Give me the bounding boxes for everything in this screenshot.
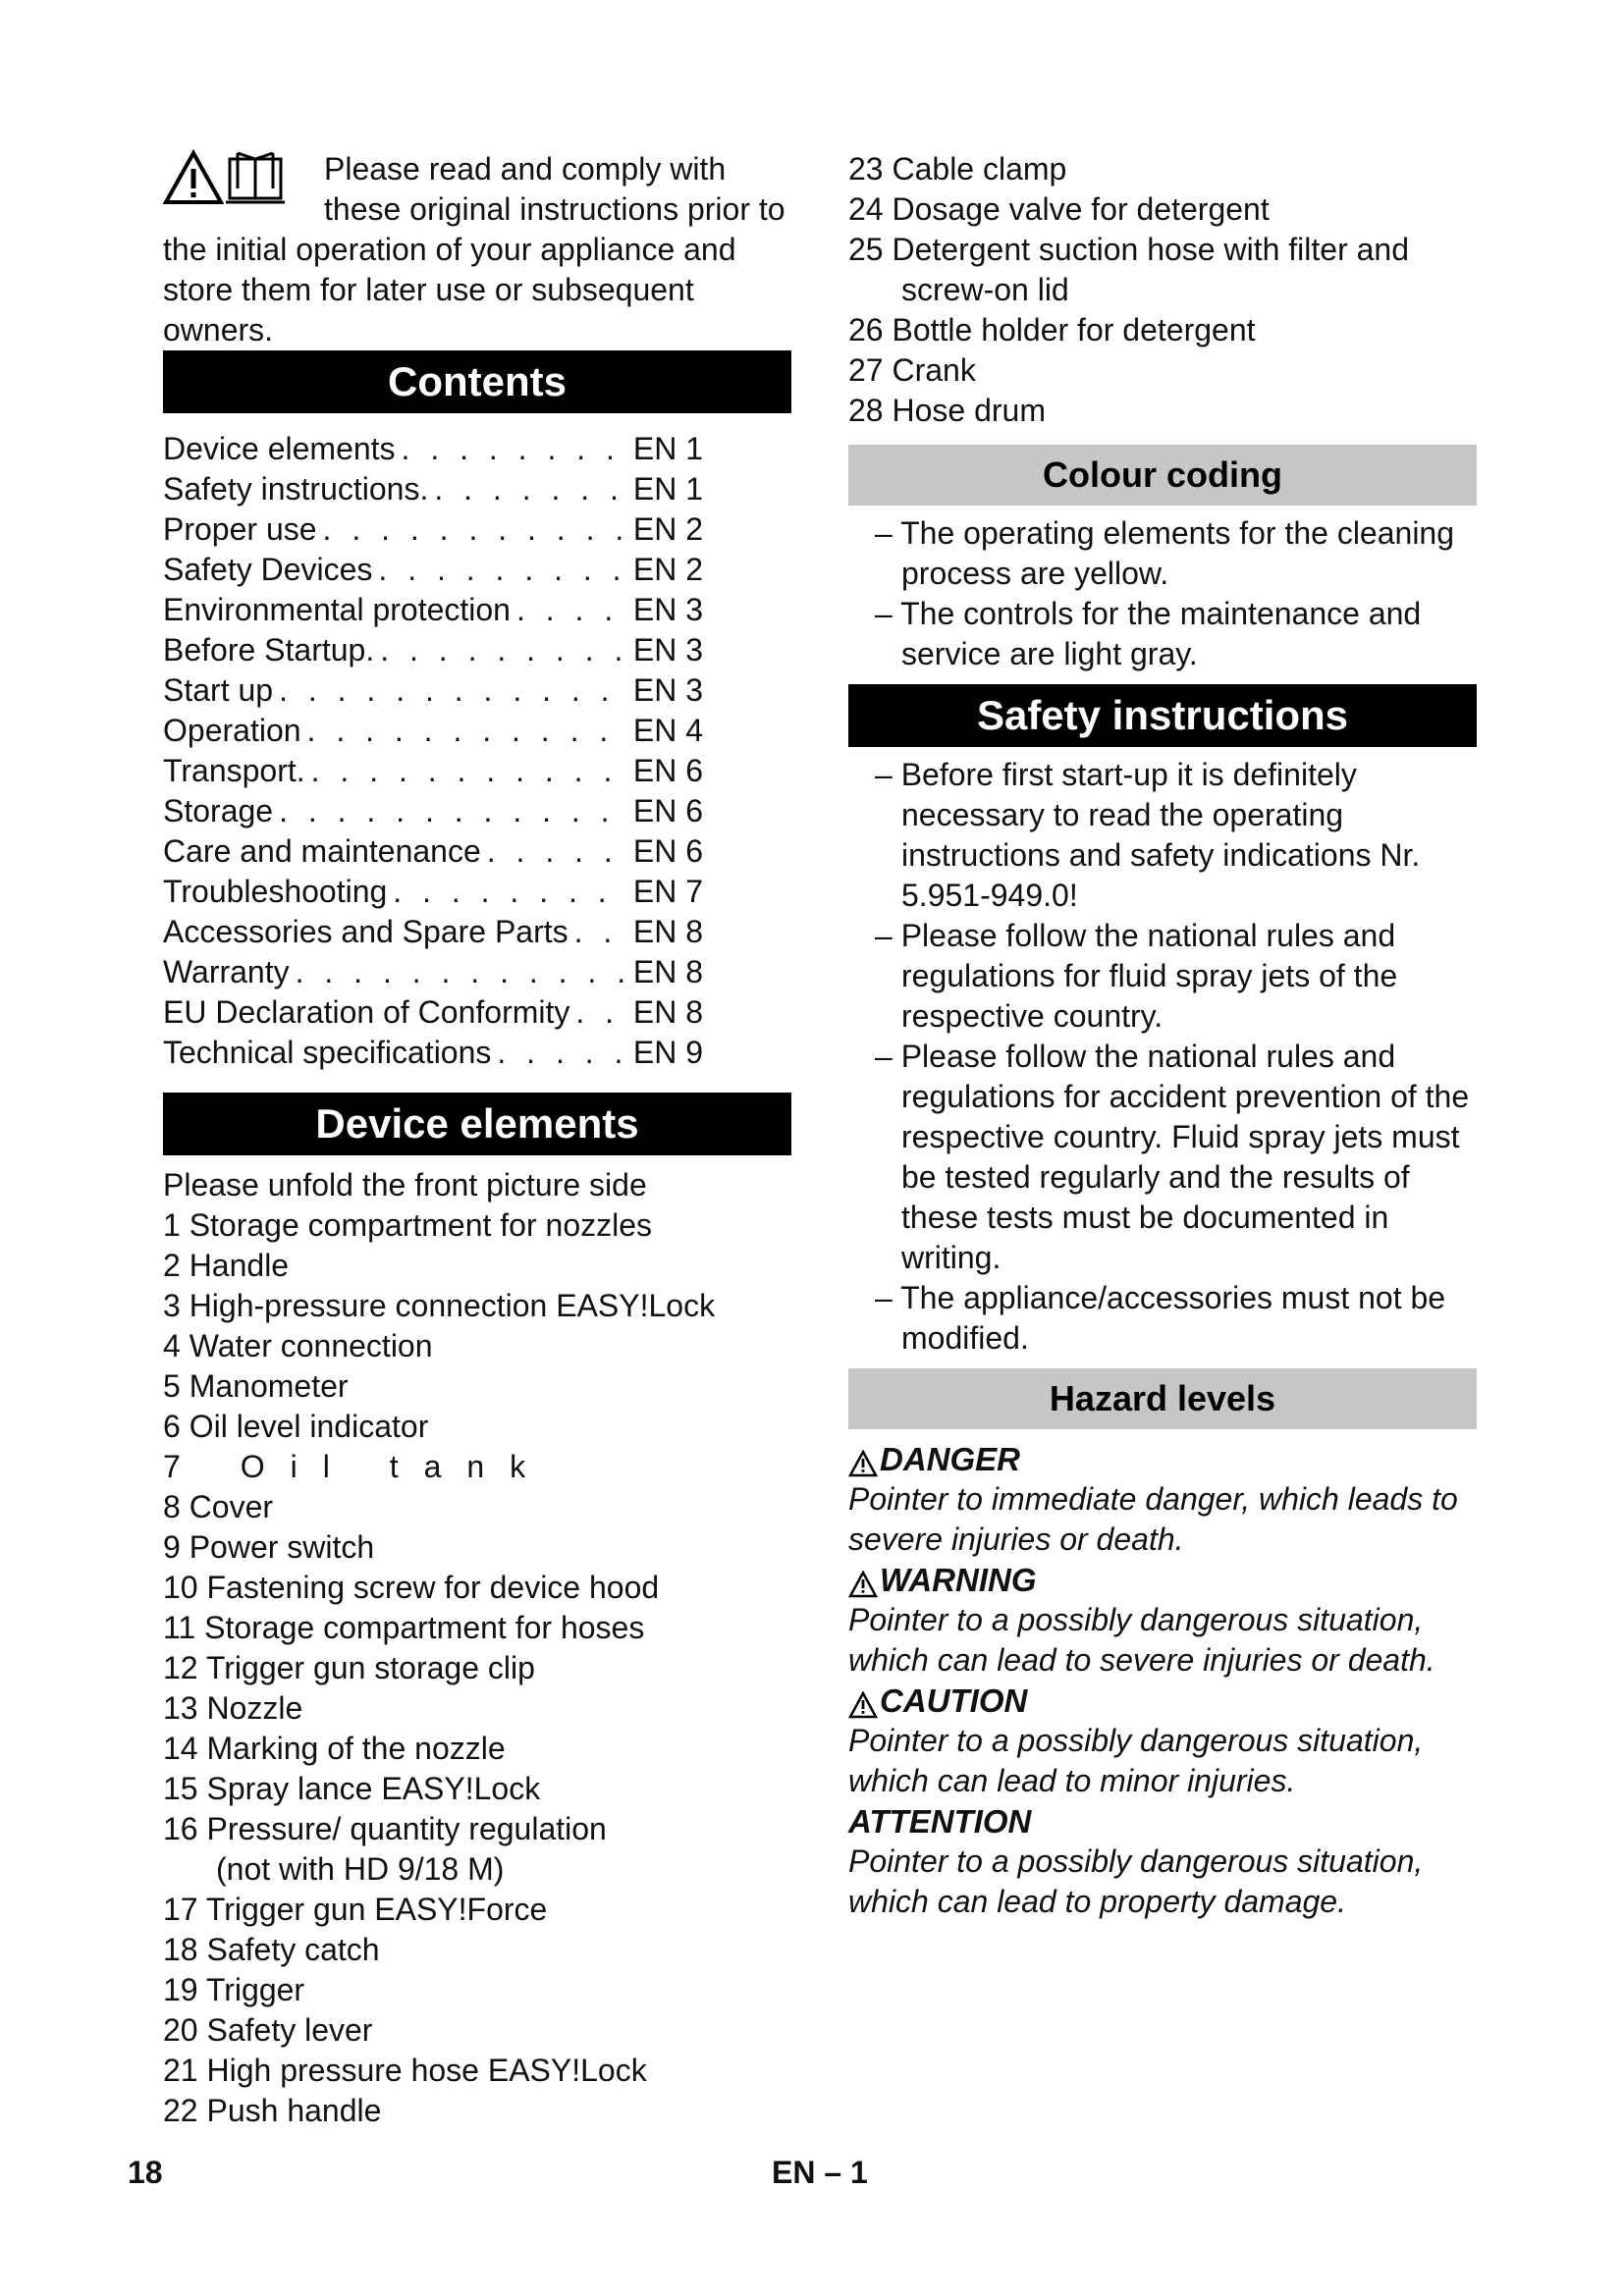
device-element-item: 17 Trigger gun EASY!Force xyxy=(163,1892,548,1927)
toc-page: EN 1 xyxy=(632,431,703,466)
safety-instruction-item: – Please follow the national rules and regulations for accident prevention of the respective country. Fluid spray jets must be tested regularly and the results of these tests must be documented in writing. xyxy=(848,1037,1477,1278)
hazard-level-label: WARNING xyxy=(880,1562,1037,1598)
toc-label: Operation xyxy=(163,713,301,748)
device-element-item: 23 Cable clamp xyxy=(848,151,1067,187)
device-element-item: 5 Manometer xyxy=(163,1368,349,1404)
device-element-item: 16 Pressure/ quantity regulation xyxy=(163,1811,607,1846)
colour-coding-list xyxy=(848,513,1477,674)
toc-label: Before Startup. xyxy=(163,632,375,667)
device-element-item: 19 Trigger xyxy=(163,1972,305,2007)
intro-block xyxy=(163,149,791,350)
hazard-level-description: Pointer to a possibly dangerous situation, which can lead to property damage. xyxy=(848,1843,1424,1919)
device-element-item: 13 Nozzle xyxy=(163,1690,303,1726)
device-element-item: 3 High-pressure connection EASY!Lock xyxy=(163,1288,716,1323)
toc-dot-leader xyxy=(487,831,627,872)
toc-page: EN 3 xyxy=(632,592,703,627)
toc-label: Troubleshooting xyxy=(163,874,388,909)
hazard-level-label: DANGER xyxy=(880,1441,1021,1477)
device-elements-list-continued xyxy=(848,149,1477,431)
page-number: 18 xyxy=(128,2155,163,2190)
device-element-item: 27 Crank xyxy=(848,352,976,388)
toc-dot-leader xyxy=(307,711,627,751)
device-element-item: 21 High pressure hose EASY!Lock xyxy=(163,2053,647,2088)
hazard-level-title xyxy=(848,1560,1477,1600)
toc-label: Environmental protection xyxy=(163,592,511,627)
toc-row xyxy=(163,429,703,469)
toc-dot-leader xyxy=(575,992,626,1033)
safety-instruction-item: – The appliance/accessories must not be modified. xyxy=(848,1278,1477,1359)
device-element-item: 7 Oil tank xyxy=(163,1449,552,1484)
warning-triangle-icon xyxy=(848,1687,878,1715)
toc-label: Safety Devices xyxy=(163,552,373,587)
toc-label: Care and maintenance xyxy=(163,833,481,869)
device-element-item: 14 Marking of the nozzle xyxy=(163,1731,506,1766)
toc-label: Start up xyxy=(163,672,274,708)
device-element-item: 22 Push handle xyxy=(163,2093,382,2128)
toc-label: Storage xyxy=(163,793,274,828)
toc-page: EN 6 xyxy=(632,793,703,828)
device-element-item: 8 Cover xyxy=(163,1489,274,1524)
colour-coding-heading: Colour coding xyxy=(848,445,1477,506)
hazard-level-title xyxy=(848,1439,1477,1479)
hazard-level-label: ATTENTION xyxy=(848,1803,1032,1840)
toc-page: EN 4 xyxy=(632,713,703,748)
toc-page: EN 6 xyxy=(632,753,703,788)
hazard-levels-heading: Hazard levels xyxy=(848,1368,1477,1429)
toc-dot-leader xyxy=(380,630,627,670)
open-book-icon xyxy=(224,149,287,206)
safety-instructions-heading: Safety instructions xyxy=(848,684,1477,747)
warning-triangle-icon xyxy=(848,1446,878,1473)
toc-page: EN 9 xyxy=(632,1035,703,1070)
toc-row xyxy=(163,791,703,831)
colour-coding-item: – The operating elements for the cleaning process are yellow. xyxy=(848,513,1477,594)
toc-page: EN 2 xyxy=(632,511,703,547)
toc-page: EN 2 xyxy=(632,552,703,587)
toc-row xyxy=(163,670,703,711)
warning-triangle-icon xyxy=(848,1567,878,1594)
intro-text: Please read and comply with these original instructions prior to the initial operation of your appliance and store them for later use or subsequent owners. xyxy=(163,151,785,347)
section-page-number: EN – 1 xyxy=(772,2155,868,2190)
device-element-item: 28 Hose drum xyxy=(848,393,1046,428)
toc-page: EN 8 xyxy=(632,914,703,949)
toc-page: EN 8 xyxy=(632,994,703,1030)
safety-instruction-item: – Before first start-up it is definitely necessary to read the operating instructions and safety indications Nr. 5.951-949.0! xyxy=(848,755,1477,916)
toc-page: EN 3 xyxy=(632,632,703,667)
device-element-item: 25 Detergent suction hose with filter and xyxy=(848,232,1409,267)
hazard-level-label: CAUTION xyxy=(880,1682,1028,1719)
toc-label: Proper use xyxy=(163,511,317,547)
toc-dot-leader xyxy=(311,751,627,791)
device-element-item: 20 Safety lever xyxy=(163,2012,373,2048)
toc-label: Safety instructions. xyxy=(163,471,429,507)
toc-label: Device elements xyxy=(163,431,396,466)
toc-row xyxy=(163,952,703,992)
device-element-item: 18 Safety catch xyxy=(163,1932,380,1967)
toc-label: Technical specifications xyxy=(163,1035,492,1070)
device-element-item: 6 Oil level indicator xyxy=(163,1409,429,1444)
device-elements-list xyxy=(163,1165,791,2131)
hazard-level-description: Pointer to immediate danger, which leads to severe injuries or death. xyxy=(848,1481,1458,1557)
toc-dot-leader xyxy=(402,429,627,469)
toc-dot-leader xyxy=(497,1033,626,1073)
table-of-contents xyxy=(163,429,791,1073)
intro-icons xyxy=(163,149,320,228)
toc-row xyxy=(163,711,703,751)
device-elements-heading: Device elements xyxy=(163,1093,791,1155)
device-element-item: 1 Storage compartment for nozzles xyxy=(163,1207,653,1243)
toc-row xyxy=(163,1033,703,1073)
toc-dot-leader xyxy=(378,550,626,590)
toc-label: EU Declaration of Conformity xyxy=(163,994,570,1030)
device-element-item: 12 Trigger gun storage clip xyxy=(163,1650,535,1685)
toc-row xyxy=(163,831,703,872)
toc-page: EN 7 xyxy=(632,874,703,909)
device-elements-intro: Please unfold the front picture side xyxy=(163,1167,647,1202)
hazard-level-description: Pointer to a possibly dangerous situation, which can lead to minor injuries. xyxy=(848,1723,1424,1798)
toc-row xyxy=(163,590,703,630)
device-element-item: 24 Dosage valve for detergent xyxy=(848,191,1270,227)
hazard-level-title xyxy=(848,1681,1477,1721)
toc-label: Accessories and Spare Parts xyxy=(163,914,568,949)
toc-page: EN 1 xyxy=(632,471,703,507)
safety-instruction-item: – Please follow the national rules and regulations for fluid spray jets of the respective country. xyxy=(848,916,1477,1037)
device-element-item: 2 Handle xyxy=(163,1248,290,1283)
device-element-item: (not with HD 9/18 M) xyxy=(216,1851,505,1887)
device-element-item: 11 Storage compartment for hoses xyxy=(163,1610,645,1645)
toc-page: EN 6 xyxy=(632,833,703,869)
toc-label: Warranty xyxy=(163,954,290,989)
toc-page: EN 8 xyxy=(632,954,703,989)
toc-label: Transport. xyxy=(163,753,305,788)
toc-dot-leader xyxy=(323,509,627,550)
contents-heading: Contents xyxy=(163,350,791,413)
toc-row xyxy=(163,751,703,791)
toc-dot-leader xyxy=(434,469,627,509)
device-element-item: 15 Spray lance EASY!Lock xyxy=(163,1771,541,1806)
toc-page: EN 3 xyxy=(632,672,703,708)
safety-instructions-list xyxy=(848,755,1477,1359)
hazard-level-description: Pointer to a possibly dangerous situation, which can lead to severe injuries or death. xyxy=(848,1602,1435,1678)
device-element-item: screw-on lid xyxy=(901,272,1069,307)
toc-dot-leader xyxy=(516,590,627,630)
toc-row xyxy=(163,630,703,670)
toc-row xyxy=(163,912,703,952)
toc-dot-leader xyxy=(574,912,627,952)
toc-dot-leader xyxy=(393,872,627,912)
toc-dot-leader xyxy=(279,670,627,711)
device-element-item: 4 Water connection xyxy=(163,1328,433,1363)
warning-triangle-icon xyxy=(163,149,224,206)
hazard-levels-list xyxy=(848,1439,1477,1922)
right-column xyxy=(848,149,1477,1922)
toc-dot-leader xyxy=(296,952,627,992)
device-element-item: 9 Power switch xyxy=(163,1529,375,1565)
left-column xyxy=(163,149,791,2131)
device-element-item: 26 Bottle holder for detergent xyxy=(848,312,1256,347)
toc-row xyxy=(163,550,703,590)
toc-row xyxy=(163,469,703,509)
device-element-item: 10 Fastening screw for device hood xyxy=(163,1570,660,1605)
toc-row xyxy=(163,509,703,550)
toc-row xyxy=(163,992,703,1033)
hazard-level-title xyxy=(848,1801,1477,1842)
toc-row xyxy=(163,872,703,912)
colour-coding-item: – The controls for the maintenance and service are light gray. xyxy=(848,594,1477,674)
toc-dot-leader xyxy=(279,791,627,831)
